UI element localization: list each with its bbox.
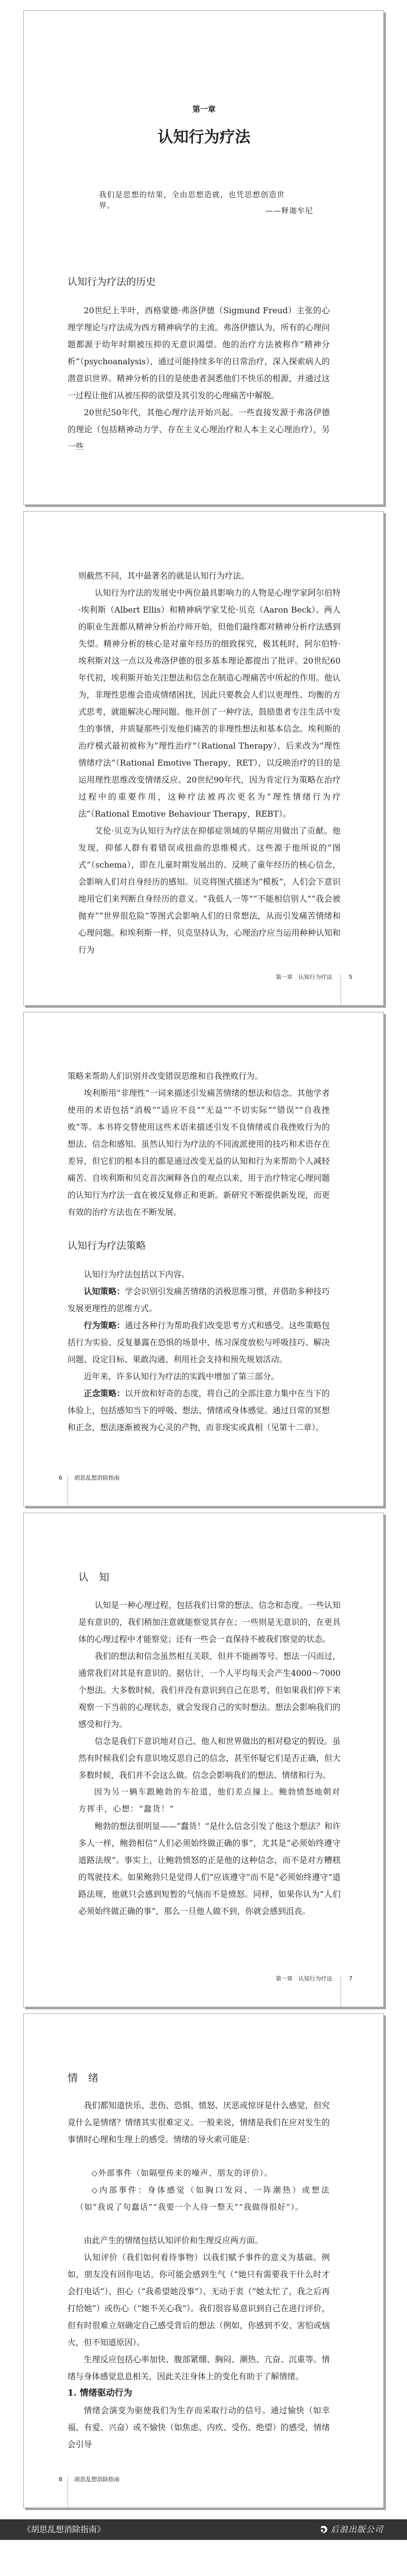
- paragraph: 20世纪上半叶，西格蒙德·弗洛伊德（Sigmund Freud）主张的心理学理论与疗法成为西方精神病学的主流。弗洛伊德认为，所有的心理问题都源于幼年时期被压抑的无意识渴望。他的治疗方法被称作“精神分析”（psychoanalysis），通过可能持续多年的日常治疗，深入探索病人的潜意识世界。精神分析的目的是使患者洞悉他们不快乐的根源，并通过这一过程让他们从被压抑的欲望及其引发的心理痛苦中解脱。: [67, 306, 330, 400]
- running-footer-title: 第一章 认知行为疗法: [276, 1975, 332, 1982]
- page-body: [78, 1597, 341, 1920]
- strategy-item: [67, 1317, 330, 1368]
- epigraph-author: ——释迦牟尼: [265, 207, 313, 215]
- paragraph: 鲍勃的想法很明显——“蠢货！”是什么信念引发了他这个想法？和许多人一样，鲍勃相信“人们必须始终做正确的事”，尤其是“必须始终遵守道路法规”。事实上，让鲍勃愤怒的正是他的这种信念，而不是对方糟糕的驾驶技术。如果鲍勃只是觉得人们“应该遵守”而不是“必须始终遵守”道路法规，他就只会感到短暂的气恼而不是愤怒。同样，如果你认为“人们必须始终做正确的事”，那么一旦他人做不到，你就会感到沮丧。: [78, 1821, 341, 1916]
- running-footer-title: 胡思乱想消除指南: [74, 2476, 120, 2483]
- strategy-label: 认知策略：: [83, 1286, 125, 1296]
- chapter-label: 第一章: [192, 105, 216, 114]
- paragraph: 20世纪50年代，其他心理疗法开始兴起。一些直接发源于弗洛伊德的理论（包括精神动力学、存在主义心理治疗和人本主义心理治疗），另一些: [67, 408, 330, 451]
- paragraph: 情绪会演变为驱使我们为生存而采取行动的信号。通过愉快（如幸福、有爱、兴奋）或不愉快（如焦虑、内疚、受伤、绝望）的感受，情绪会引导: [67, 2405, 330, 2449]
- bottom-banner: [0, 2519, 407, 2540]
- strategy-label: 正念策略：: [83, 1388, 125, 1398]
- strategy-text: 以开放和好奇的态度，将自己的全部注意力集中在当下的体验上，包括感知当下的呼吸、想法、情绪或身体感觉。通过日常的冥想和正念，想法逐渐被视为心灵的产物，而非现实或真相（见第十二章）。: [67, 1388, 330, 1432]
- book-title: 《胡思乱想消除指南》: [23, 2524, 106, 2534]
- paragraph: 我们都知道快乐、悲伤、恐惧、愤怒、厌恶或惊讶是什么感觉，但究竟什么是情绪？情绪其实很难定义。一般来说，情绪是我们在应对发生的事情时心理和生理上的感受。情绪的导火索可能是：: [67, 2100, 330, 2144]
- publisher-logo: [319, 2524, 383, 2535]
- paragraph: 认知行为疗法的发展史中两位最具影响力的人物是心理学家阿尔伯特·埃利斯（Albert Ellis）和精神病学家艾伦·贝克（Aaron Beck）。两人的职业生涯都从精神分析治疗师开始，但他们最终都对精神分析疗法感到失望。精神分析的核心是对童年经历的细致探究，极其耗时，阿尔伯特·埃利斯对这一点以及弗洛伊德的很多基本理论都提出了批评。20世纪60年代初，埃利斯开始关注想法和信念在制造心理痛苦中所起的作用。他认为，非理性思维会造成情绪困扰，因此只要教会人们以更理性、均衡的方式思考，就能解决心理问题。他开创了一种疗法，鼓励患者专注生活中发生的事情，并质疑那些引发他们痛苦的非理性想法和基本信念。埃利斯的治疗模式最初被称为“理性治疗”（Rational Therapy），后来改为“理性情绪疗法”（Rational Emotive Therapy，RET），以反映治疗的目的是运用理性思维改变情绪反应。20世纪90年代，因为肯定行为策略在治疗过程中的重要作用，这种疗法被再次更名为“理性情绪行为疗法”（Rational Emotive Behaviour Therapy，REBT）。: [78, 588, 341, 819]
- epigraph: 我们是思想的结果，全由思想造就，也凭思想创造世界。: [99, 191, 285, 210]
- page-number: 8: [59, 2476, 62, 2483]
- page-number: 7: [349, 1975, 352, 1982]
- book-page-chapter-opener: [23, 10, 384, 505]
- section-heading: 认知行为疗法的历史: [67, 276, 156, 287]
- list-item: ◇内部事件：身体感觉（如胸口发闷、一阵潮热）或想法（如“我说了句蠢话”“我要一个人待一整天”“我做得很好”）。: [76, 2185, 330, 2212]
- page-body: [67, 1067, 330, 1221]
- running-footer-title: 第一章 认知行为疗法: [276, 974, 332, 980]
- paragraph: 我们的想法和信念虽然相互关联，但并不能画等号。想法一闪而过，通常我们对其是有意识的。据估计，一个人平均每天会产生4000～7000个想法。大多数时候，我们并没有意识到自己在思考，但如果我们停下来观察一下当前的心理状态，就会发现自己的实时想法。想法会影响我们的感受和行为。: [78, 1651, 341, 1729]
- book-page-6: [23, 1012, 384, 1506]
- strategy-item: [67, 1385, 330, 1436]
- footer-divider: [67, 1475, 68, 1506]
- paragraph: 策略来帮助人们识别并改变错误思维和自我挫败行为。: [67, 1071, 263, 1081]
- paragraph: 则截然不同，其中最著名的就是认知行为疗法。: [78, 571, 249, 581]
- paragraph: 埃利斯用“非理性”一词来描述引发痛苦情绪的想法和信念。其他学者使用的术语包括“消极”“适应不良”“无益”“不切实际”“错误”“自我挫败”等。本书将交替使用这些术语来描述引发不良情绪或自我挫败行为的想法、信念和感知。虽然认知行为疗法的不同流派使用的技巧和术语存在差异，但它们的根本目的都是通过改变无益的认知和行为来帮助个人减轻痛苦。自埃利斯和贝克首次阐释各自的观点以来，用于治疗特定心理问题的认知行为疗法一直在被反复修正和更新。新研究不断提供新发现，而更有效的治疗方法也在不断发展。: [67, 1088, 330, 1217]
- strategy-item: [67, 1283, 330, 1317]
- book-page-7: [23, 1513, 384, 2007]
- example-quote: 因为另一辆车跟鲍勃的车抢道，他们差点撞上。鲍勃愤怒地朝对方挥手，心想：“蠢货！”: [78, 1787, 341, 1814]
- paragraph: 由此产生的情绪包括认知评价和生理反应两方面。: [83, 2235, 263, 2245]
- footer-divider: [67, 2477, 68, 2507]
- page-number: 5: [349, 974, 352, 980]
- trigger-list: [67, 2165, 330, 2216]
- list-item: ◇外部事件（如隔壁传来的噪声、朋友的评价）。: [91, 2168, 273, 2178]
- page-body: [67, 302, 330, 455]
- paragraph: 认知是一种心理过程，包括我们日常的想法、信念和态度。一些认知是有意识的，我们稍加注意就能察觉其存在；一些则是无意识的，在更具体的心理过程中才能察觉；还有一些会一直保持不被我们察觉的状态。: [78, 1600, 341, 1644]
- paragraph: 生理反应包括心率加快、腹部紧绷、胸闷、潮热、亢奋、沉重等。情绪与身体感觉息息相关，因此关注身体上的变化有助于了解情绪。: [67, 2354, 330, 2381]
- page-body: [78, 567, 341, 958]
- publisher-name: 后浪出版公司: [330, 2524, 383, 2534]
- strategy-label: 行为策略：: [83, 1320, 125, 1330]
- page-body: [67, 2097, 330, 2453]
- section-heading: 认 知: [78, 1571, 109, 1583]
- page-number: 6: [59, 1475, 62, 1481]
- paragraph: 近年来，许多认知行为疗法的实践中增加了第三部分。: [83, 1371, 279, 1381]
- strategies-body: [67, 1266, 330, 1436]
- section-heading: 认知行为疗法策略: [67, 1240, 146, 1251]
- book-page-5: [23, 511, 384, 1006]
- paragraph: 艾伦·贝克为认知行为疗法在抑郁症领域的早期应用做出了贡献。他发现，抑郁人群有着错误或扭曲的思维模式。这些源于他所说的“图式”（schema），即在儿童时期发展出的、反映了童年经历的核心信念，会影响人们对自身经历的感知。贝克将图式描述为“模板”，人们会下意识地用它们来判断自身经历的意义。“我低人一等”“不能相信别人”“我会被抛弃”“世界很危险”等图式会影响人们的日常想法，从而引发痛苦情绪和心理问题。和埃利斯一样，贝克坚持认为，心理治疗应当运用种种认知和行为: [78, 826, 341, 955]
- strategy-text: 学会识别引发痛苦情绪的消极思维习惯，并借助多种技巧发展更理性的思维方式。: [67, 1286, 330, 1313]
- strategy-text: 通过各种行为帮助我们改变思考方式和感受。这些策略包括行为实验、反复暴露在恐惧的场景中、练习深度放松与呼吸技巧、解决问题、设定目标、果敢沟通、利用社会支持和预先规划活动。: [67, 1320, 330, 1364]
- paragraph: 信念是我们下意识地对自己、他人和世界做出的相对稳定的假设。虽然有时候我们会有意识地反思自己的信念，甚至怀疑它们是否正确，但大多数时候，我们并不会这么做。信念会影响我们的想法、情绪和行为。: [78, 1736, 341, 1780]
- running-footer-title: 胡思乱想消除指南: [74, 1475, 120, 1481]
- paragraph: 认知评价（我们如何看待事物）以我们赋予事件的意义为基础。例如，朋友没有回你电话，你可能会感到生气（“她只有需要我干什么时才会打电话”）、担心（“我希望她没事”）、无动于衷（“她太忙了，我之后再打给她”）或伤心（“她不关心我”）。我们很容易意识到自己在进行评价，但有时很难立刻确定自己感受背后的想法（例如，你感到不安、害怕或恼火，但不知道原因）。: [67, 2252, 330, 2347]
- subheading: 1. 情绪驱动行为: [67, 2388, 132, 2398]
- paragraph: 认知行为疗法包括以下内容。: [83, 1269, 190, 1279]
- book-page-8: [23, 2013, 384, 2508]
- section-heading: 情 绪: [67, 2072, 98, 2084]
- publisher-wave-icon: [319, 2524, 329, 2535]
- chapter-title: 认知行为疗法: [158, 128, 250, 146]
